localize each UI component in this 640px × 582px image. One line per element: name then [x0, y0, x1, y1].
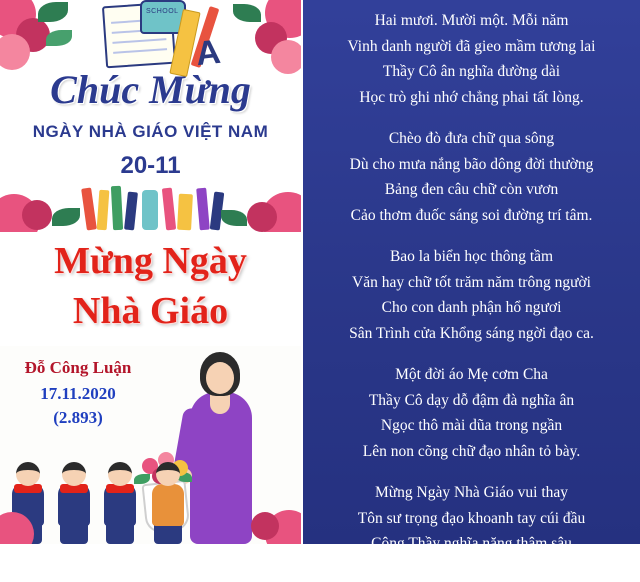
author-credit — [12, 358, 144, 428]
poem-stanza — [313, 8, 630, 110]
pencil-icon — [196, 188, 210, 231]
poem-line: Thầy Cô ân nghĩa đường dài — [313, 59, 630, 85]
poem-line: Lên non cõng chữ đạo nhân tỏ bày. — [313, 439, 630, 465]
flower-decoration — [22, 200, 52, 230]
poem-line: Học trò ghi nhớ chẳng phai tất lòng. — [313, 85, 630, 111]
student-figure — [98, 462, 142, 544]
poem-line: Bảng đen câu chữ còn vươn — [313, 177, 630, 203]
leaf-decoration — [52, 208, 80, 226]
flower-decoration — [251, 512, 279, 540]
author-date: 17.11.2020 — [12, 384, 144, 404]
poem-panel — [303, 0, 640, 544]
greeting-subtitle: NGÀY NHÀ GIÁO VIỆT NAM — [0, 122, 301, 142]
main-title-line-1: Mừng Ngày — [0, 236, 301, 286]
pencil-icon — [162, 188, 176, 231]
leaf-decoration — [221, 210, 247, 226]
poem-line: Thầy Cô dạy dỗ đậm đà nghĩa ân — [313, 388, 630, 414]
ruler-icon — [177, 194, 193, 231]
poem-line: Tôn sư trọng đạo khoanh tay cúi đầu — [313, 506, 630, 532]
pencil-icon — [81, 188, 97, 231]
leaf-decoration — [38, 2, 68, 22]
poem-line: Ơn Cô dẫn trẻ qua cầu nhân luân... — [313, 557, 630, 582]
flower-decoration — [247, 202, 277, 232]
pencil-icon — [97, 190, 110, 231]
poem-line: Bao la biển học thông tầm — [313, 244, 630, 270]
leaf-decoration — [46, 30, 72, 46]
poem-line: Hai mươi. Mười một. Mỗi năm — [313, 8, 630, 34]
student-figure — [146, 462, 190, 544]
poem-line: Vinh danh người đã gieo mầm tương lai — [313, 34, 630, 60]
pencil-icon — [124, 192, 138, 231]
author-poem-number: (2.893) — [12, 408, 144, 428]
supplies-row — [0, 184, 301, 232]
greeting-card — [0, 0, 301, 232]
poem-stanza — [313, 480, 630, 582]
poem-line: Dù cho mưa nắng bão dông đời thường — [313, 152, 630, 178]
poem-stanza — [313, 362, 630, 464]
poem-line: Một đời áo Mẹ cơm Cha — [313, 362, 630, 388]
pencil-icon — [111, 186, 123, 230]
flower-decoration — [0, 34, 30, 70]
main-title-block — [0, 232, 301, 346]
poem-line: Mừng Ngày Nhà Giáo vui thay — [313, 480, 630, 506]
poem-line: Sân Trình cửa Khổng sáng ngời đạo ca. — [313, 321, 630, 347]
leaf-decoration — [233, 4, 261, 22]
letter-a-icon: A — [194, 33, 223, 74]
left-card-panel — [0, 0, 303, 544]
poem-line: Chèo đò đưa chữ qua sông — [313, 126, 630, 152]
student-figure — [52, 462, 96, 544]
greeting-title: Chúc Mừng — [0, 66, 301, 113]
greeting-date: 20-11 — [0, 152, 301, 180]
poem-stanza — [313, 244, 630, 346]
eraser-icon — [142, 190, 158, 230]
poem-line: Ngọc thô mài dũa trong ngần — [313, 413, 630, 439]
poem-stanza — [313, 126, 630, 228]
main-title-line-2: Nhà Giáo — [0, 286, 301, 336]
poem-line: Công Thầy nghĩa nặng thâm sâu — [313, 531, 630, 557]
poem-line: Cho con danh phận hổ ngươi — [313, 295, 630, 321]
poem-line: Văn hay chữ tốt trăm năm trông người — [313, 270, 630, 296]
author-name: Đỗ Công Luận — [12, 358, 144, 378]
school-bag-label: SCHOOL — [146, 8, 179, 15]
poem-line: Cảo thơm đuốc sáng soi đường trí tâm. — [313, 203, 630, 229]
